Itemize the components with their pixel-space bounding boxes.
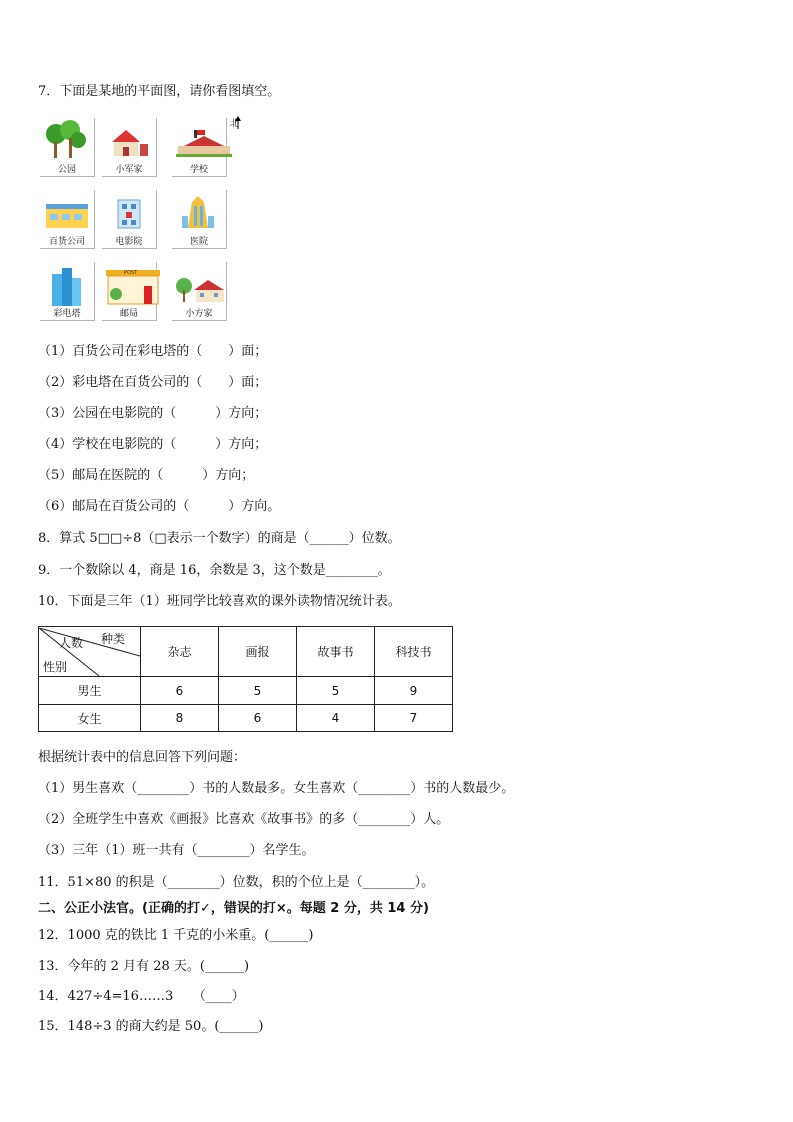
cinema-icon bbox=[104, 192, 154, 234]
xiaojun-home-label: 小军家 bbox=[115, 165, 143, 175]
row-label-girls: 女生 bbox=[39, 705, 141, 732]
q14: 14．427÷4=16……3 （____） bbox=[38, 989, 245, 1004]
header-count: 人数 bbox=[59, 635, 84, 650]
cinema-label: 电影院 bbox=[115, 237, 143, 247]
q10-sub-3: （3）三年（1）班一共有（________）名学生。 bbox=[38, 843, 315, 858]
q10-sub-2: （2）全班学生中喜欢《画报》比喜欢《故事书》的多（________）人。 bbox=[38, 812, 450, 827]
q7-sub-3: （3）公园在电影院的（ ）方向； bbox=[38, 406, 268, 421]
floor-plan-map bbox=[40, 118, 240, 330]
q7-sub-5: （5）邮局在医院的（ ）方向； bbox=[38, 468, 255, 483]
header-gender: 性别 bbox=[43, 659, 68, 674]
school-icon bbox=[174, 120, 234, 162]
house-icon bbox=[104, 120, 154, 162]
table-cell: 9 bbox=[375, 677, 453, 705]
col-header-storybook: 故事书 bbox=[297, 627, 375, 677]
q8: 8．算式 5□□÷8（□表示一个数字）的商是（______）位数。 bbox=[38, 531, 401, 546]
xiaofang-home-label: 小方家 bbox=[185, 309, 213, 319]
table-cell: 7 bbox=[375, 705, 453, 732]
row-label-boys: 男生 bbox=[39, 677, 141, 705]
table-row bbox=[39, 677, 453, 705]
col-header-science-book: 科技书 bbox=[375, 627, 453, 677]
park-icon bbox=[42, 120, 92, 162]
tv-tower-icon bbox=[42, 264, 92, 310]
north-label: 北 bbox=[230, 119, 240, 129]
q10-prompt: 根据统计表中的信息回答下列问题： bbox=[38, 750, 247, 765]
q7-sub-1: （1）百货公司在彩电塔的（ ）面； bbox=[38, 344, 268, 359]
q10-title: 10．下面是三年（1）班同学比较喜欢的课外读物情况统计表。 bbox=[38, 594, 401, 609]
department-store-icon bbox=[42, 192, 92, 234]
q7-sub-4: （4）学校在电影院的（ ）方向； bbox=[38, 437, 268, 452]
q12: 12．1000 克的铁比 1 千克的小米重。(______) bbox=[38, 928, 314, 943]
table-cell: 4 bbox=[297, 705, 375, 732]
table-cell: 5 bbox=[297, 677, 375, 705]
q11: 11．51×80 的积是（________）位数，积的个位上是（________）。 bbox=[38, 875, 435, 890]
map-cell-post-office bbox=[102, 262, 157, 321]
section-2-heading: 二、公正小法官。(正确的打✓，错误的打×。每题 2 分，共 14 分) bbox=[38, 901, 429, 916]
map-cell-school bbox=[172, 118, 227, 177]
table-cell: 8 bbox=[141, 705, 219, 732]
map-cell-xiaojun-home bbox=[102, 118, 157, 177]
q7-title: 7．下面是某地的平面图，请你看图填空。 bbox=[38, 84, 281, 99]
q9: 9．一个数除以 4，商是 16，余数是 3，这个数是________。 bbox=[38, 563, 391, 578]
department-store-label: 百货公司 bbox=[48, 237, 85, 247]
q10-sub-1: （1）男生喜欢（________）书的人数最多。女生喜欢（________）书的人数最少。 bbox=[38, 781, 515, 796]
post-sign: POST bbox=[124, 270, 138, 276]
map-cell-xiaofang-home bbox=[172, 262, 227, 321]
table-row bbox=[39, 705, 453, 732]
q7-sub-6: （6）邮局在百货公司的（ ）方向。 bbox=[38, 499, 281, 514]
table-cell: 6 bbox=[141, 677, 219, 705]
hospital-label: 医院 bbox=[189, 237, 208, 247]
col-header-pictorial: 画报 bbox=[219, 627, 297, 677]
table-cell: 5 bbox=[219, 677, 297, 705]
school-label: 学校 bbox=[189, 165, 208, 175]
post-office-label: 邮局 bbox=[119, 309, 138, 319]
hospital-icon bbox=[174, 192, 224, 234]
map-cell-hospital bbox=[172, 190, 227, 249]
tv-tower-label: 彩电塔 bbox=[53, 309, 81, 319]
q13: 13．今年的 2 月有 28 天。(______) bbox=[38, 959, 250, 974]
table-header-diagonal bbox=[39, 627, 141, 677]
map-cell-park bbox=[40, 118, 95, 177]
q7-sub-2: （2）彩电塔在百货公司的（ ）面； bbox=[38, 375, 268, 390]
header-category: 种类 bbox=[101, 631, 126, 646]
reading-stats-table bbox=[38, 626, 453, 732]
map-cell-tv-tower bbox=[40, 262, 95, 321]
map-cell-cinema bbox=[102, 190, 157, 249]
col-header-magazine: 杂志 bbox=[141, 627, 219, 677]
park-label: 公园 bbox=[57, 165, 76, 175]
house-icon bbox=[174, 264, 234, 310]
q15: 15．148÷3 的商大约是 50。(______) bbox=[38, 1019, 264, 1034]
post-office-icon bbox=[104, 264, 164, 310]
table-cell: 6 bbox=[219, 705, 297, 732]
map-cell-department-store bbox=[40, 190, 95, 249]
